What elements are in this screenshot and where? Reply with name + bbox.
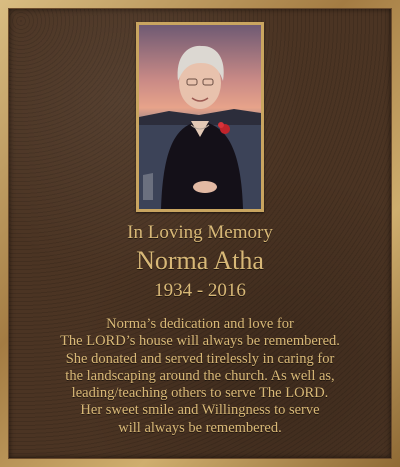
life-years: 1934 - 2016: [154, 280, 246, 301]
epitaph-line: Norma’s dedication and love for: [106, 316, 294, 332]
epitaph-line: leading/teaching others to serve The LORD.: [71, 385, 329, 402]
epitaph-line: will always be remembered.: [118, 419, 282, 436]
deceased-name: Norma Atha: [136, 246, 264, 275]
epitaph-line: Her sweet smile and Willingness to serve: [80, 402, 320, 419]
portrait-photo: [136, 22, 264, 212]
portrait-image: [139, 25, 261, 209]
epitaph-line: the landscaping around the church. As well as,: [65, 367, 335, 384]
epitaph: [0, 316, 400, 437]
epitaph-line: The LORD’s house will always be remembered.: [60, 333, 340, 350]
epitaph-line: She donated and served tirelessly in caring for: [65, 350, 335, 367]
in-loving-memory-heading: In Loving Memory: [127, 222, 273, 243]
